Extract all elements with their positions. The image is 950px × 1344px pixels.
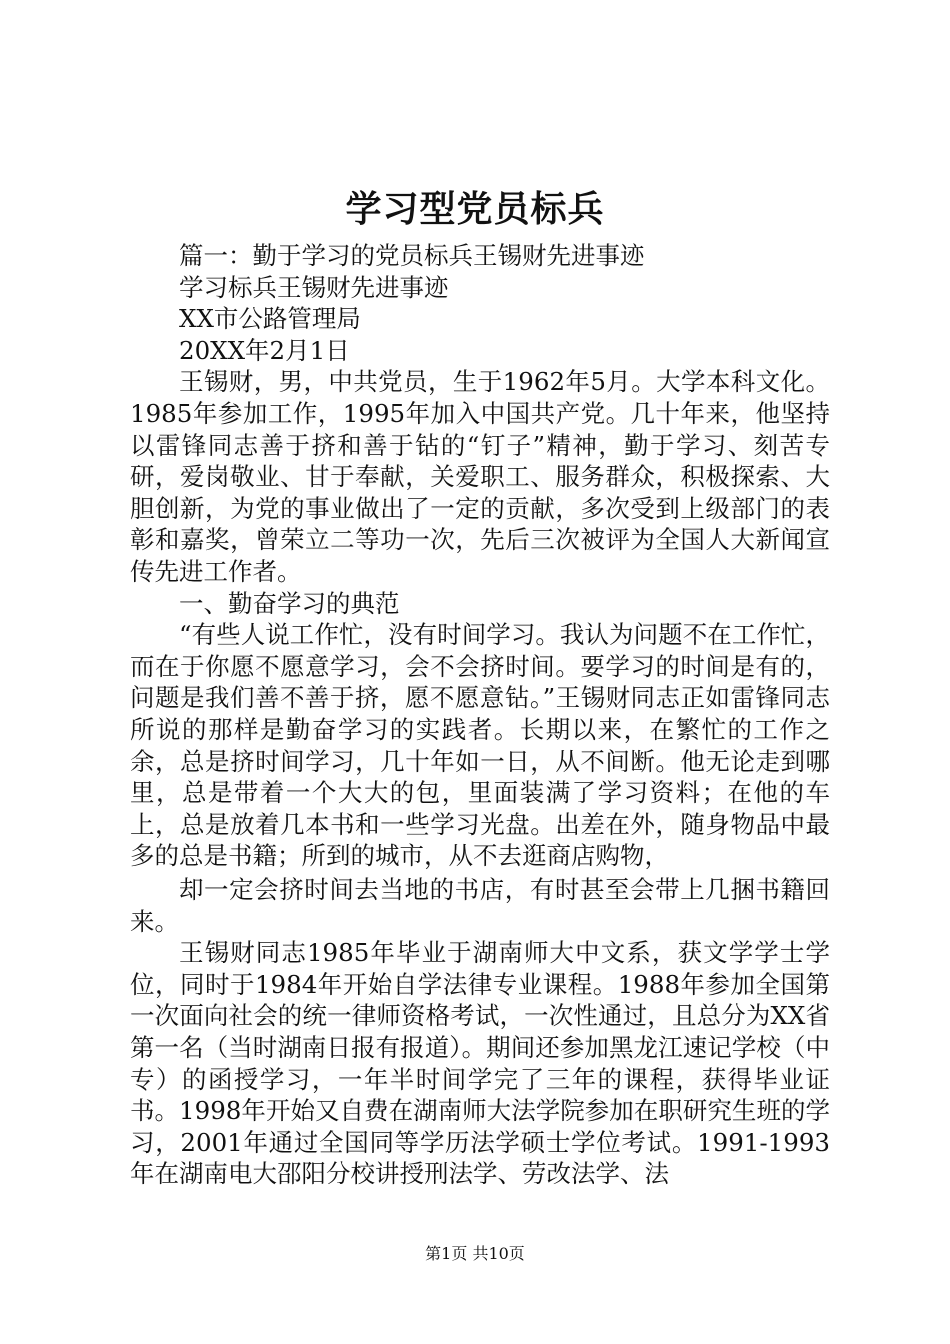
paragraph: 王锡财同志1985年毕业于湖南师大中文系，获文学学士学位，同时于1984年开始自学法律专业课程。1988年参加全国第一次面向社会的统一律师资格考试，一次性通过，且总分为XX省第一名（当时湖南日报有报道）。期间还参加黑龙江速记学校（中专）的函授学习，一年半时间学完了三年的课程，获得毕业证书。1998年开始又自费在湖南师大法学院参加在职研究生班的学习，2001年通过全国同等学历法学硕士学位考试。1991-1993年在湖南电大邵阳分校讲授刑法学、劳改法学、法 — [130, 938, 830, 1189]
paragraph: “有些人说工作忙，没有时间学习。我认为问题不在工作忙，而在于你愿不愿意学习，会不会挤时间。要学习的时间是有的，问题是我们善不善于挤，愿不愿意钻。”王锡财同志正如雷锋同志所说的那样是勤奋学习的实践者。长期以来，在繁忙的工作之余，总是挤时间学习，几十年如一日，从不间断。他无论走到哪里，总是带着一个大大的包，里面装满了学习资料；在他的车上，总是放着几本书和一些学习光盘。出差在外，随身物品中最多的总是书籍；所到的城市，从不去逛商店购物， — [130, 620, 830, 871]
paragraph: XX市公路管理局 — [179, 304, 361, 334]
section-heading: 一、勤奋学习的典范 — [179, 588, 400, 618]
document-title: 学习型党员标兵 — [345, 188, 605, 230]
paragraph: 学习标兵王锡财先进事迹 — [179, 272, 449, 302]
paragraph: 篇一：勤于学习的党员标兵王锡财先进事迹 — [179, 241, 645, 270]
paragraph: 王锡财，男，中共党员，生于1962年5月。大学本科文化。1985年参加工作，1995年加入中国共产党。几十年来，他坚持以雷锋同志善于挤和善于钻的“钉子”精神，勤于学习、刻苦专研，爱岗敬业、甘于奉献，关爱职工、服务群众，积极探索、大胆创新，为党的事业做出了一定的贡献，多次受到上级部门的表彰和嘉奖，曾荣立二等功一次，先后三次被评为全国人大新闻宣传先进工作者。 — [130, 367, 830, 586]
paragraph: 20XX年2月1日 — [179, 335, 350, 365]
body-block-2 — [130, 874, 830, 1190]
paragraph: 却一定会挤时间去当地的书店，有时甚至会带上几捆书籍回来。 — [130, 875, 830, 936]
body-block-1 — [130, 240, 830, 872]
page-footer: 第1页 共10页 — [425, 1244, 525, 1263]
